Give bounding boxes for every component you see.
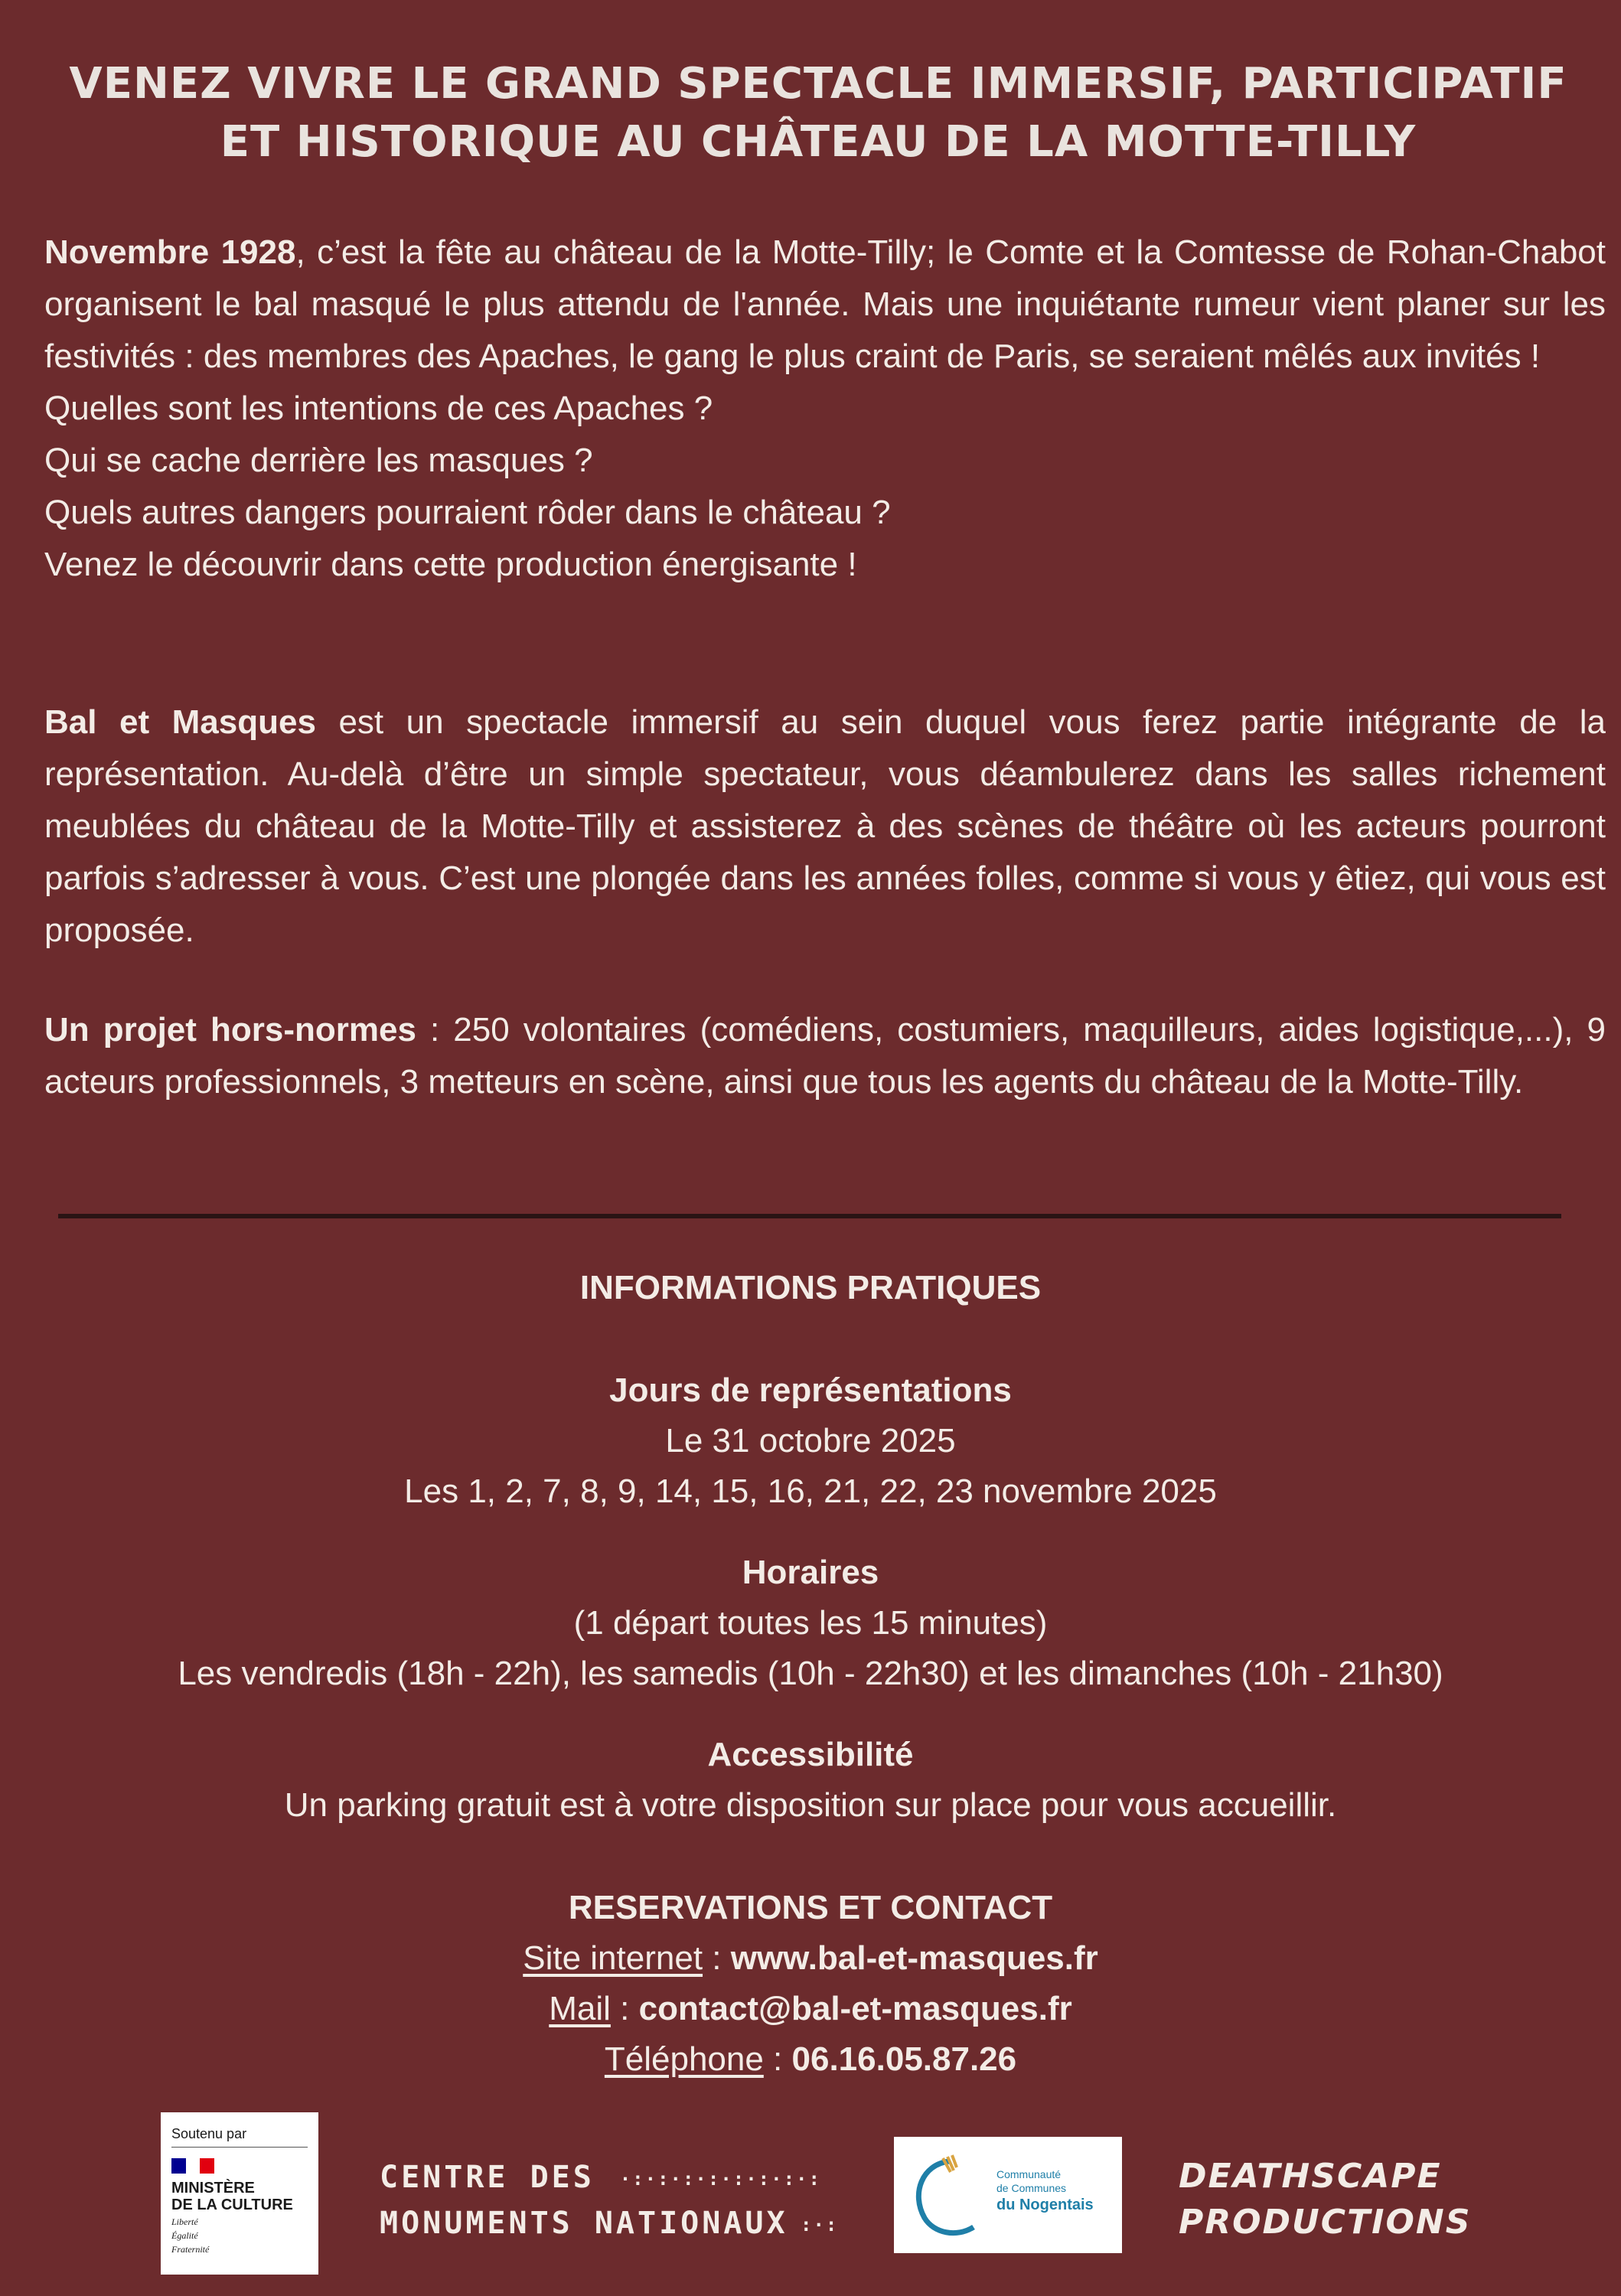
nogentais-emblem-icon <box>903 2148 995 2242</box>
nogentais-text <box>996 2167 1094 2215</box>
info-title: INFORMATIONS PRATIQUES <box>579 1269 1042 1306</box>
ministry-name-line-1: MINISTÈRE <box>171 2180 255 2197</box>
partner-logos <box>0 2112 1621 2277</box>
cmn-dots-icon: ·:·:·:·:·:·:·:·: <box>594 2168 821 2190</box>
motto-1: Liberté <box>171 2216 198 2227</box>
days-line-1: Le 31 octobre 2025 <box>665 1422 956 1459</box>
cmn-line-1: CENTRE DES <box>380 2160 595 2195</box>
intro-project <box>44 1004 1606 1108</box>
motto-2: Égalité <box>171 2230 198 2241</box>
accessibility-heading: Accessibilité <box>707 1736 914 1773</box>
phone-label: Téléphone <box>604 2040 764 2078</box>
support-label: Soutenu par <box>171 2126 308 2148</box>
practical-info <box>0 1263 1621 2085</box>
motto-3: Fraternité <box>171 2244 210 2255</box>
hours-heading: Horaires <box>742 1554 879 1591</box>
project-label: Un projet hors-normes <box>44 1011 416 1049</box>
hours-line-1: (1 départ toutes les 15 minutes) <box>573 1604 1048 1642</box>
separator: : <box>703 1939 731 1977</box>
ccn-line-2: de Communes <box>996 2182 1067 2194</box>
story-paragraph <box>44 227 1606 383</box>
website-link[interactable]: www.bal-et-masques.fr <box>730 1939 1098 1977</box>
days-heading: Jours de représentations <box>609 1371 1012 1409</box>
separator: : <box>763 2040 792 2078</box>
contact-phone <box>0 2034 1621 2085</box>
ccn-line-1: Communauté <box>996 2168 1062 2180</box>
project-paragraph <box>44 1004 1606 1108</box>
headline-line-2: ET HISTORIQUE AU CHÂTEAU DE LA MOTTE-TILLY <box>220 117 1417 167</box>
cmn-dots-icon: :·: <box>788 2214 839 2236</box>
mail-label: Mail <box>549 1990 611 2027</box>
story-date: Novembre 1928 <box>44 233 296 271</box>
website-label: Site internet <box>523 1939 703 1977</box>
deathscape-logo <box>1179 2154 1485 2245</box>
contact-title: RESERVATIONS ET CONTACT <box>568 1889 1053 1926</box>
ccn-line-3: du Nogentais <box>996 2197 1094 2213</box>
question-1: Quelles sont les intentions de ces Apaches ? <box>44 390 713 427</box>
cmn-line-2: MONUMENTS NATIONAUX <box>380 2206 788 2241</box>
show-paragraph <box>44 696 1606 957</box>
intro-story <box>44 227 1606 591</box>
question-2: Qui se cache derrière les masques ? <box>44 442 593 479</box>
headline-line-1: VENEZ VIVRE LE GRAND SPECTACLE IMMERSIF, PARTICIPATIF <box>69 59 1567 109</box>
show-name: Bal et Masques <box>44 703 316 741</box>
show-text: est un spectacle immersif au sein duquel vous ferez partie intégrante de la représentation. Au-delà d’être un simple spectateur, vous déambulerez dans les salles richement meublées du château de la Motte-Tilly et assisterez à des scènes de théâtre où les acteurs pourront parfois s’adresser à vous. C’est une plongée dans les années folles, comme si vous y êtiez, qui vous est proposée. <box>44 703 1606 949</box>
section-divider <box>58 1214 1561 1218</box>
hours-line-2: Les vendredis (18h - 22h), les samedis (10h - 22h30) et les dimanches (10h - 21h30) <box>178 1655 1443 1692</box>
headline <box>31 55 1606 171</box>
french-flag-icon <box>171 2158 214 2174</box>
nogentais-logo <box>894 2137 1122 2253</box>
intro-show <box>44 696 1606 957</box>
ministere-culture-logo <box>161 2112 318 2275</box>
days-line-2: Les 1, 2, 7, 8, 9, 14, 15, 16, 21, 22, 23 novembre 2025 <box>404 1473 1217 1510</box>
project-text: : 250 volontaires (comédiens, costumiers, maquilleurs, aides logistique,...), 9 acteurs professionnels, 3 metteurs en scène, ainsi que tous les agents du château de la Motte-Tilly. <box>44 1011 1606 1101</box>
contact-mail <box>0 1984 1621 2034</box>
story-text: , c’est la fête au château de la Motte-Tilly; le Comte et la Comtesse de Rohan-Chabot organisent le bal masqué le plus attendu de l'année. Mais une inquiétante rumeur vient planer sur les festivités : des membres des Apaches, le gang le plus craint de Paris, se seraient mêlés aux invités ! <box>44 233 1606 375</box>
cmn-logo <box>380 2155 839 2247</box>
question-3: Quels autres dangers pourraient rôder dans le château ? <box>44 494 891 531</box>
phone-number[interactable]: 06.16.05.87.26 <box>791 2040 1017 2078</box>
ds-line-2: PRODUCTIONS <box>1179 2203 1472 2242</box>
accessibility-line: Un parking gratuit est à votre disposition sur place pour vous accueillir. <box>284 1786 1337 1824</box>
call-to-action: Venez le découvrir dans cette production énergisante ! <box>44 546 857 583</box>
mail-link[interactable]: contact@bal-et-masques.fr <box>638 1990 1072 2027</box>
contact-website <box>0 1933 1621 1984</box>
ministry-name-line-2: DE LA CULTURE <box>171 2197 293 2213</box>
separator: : <box>610 1990 639 2027</box>
ds-line-1: DEATHSCAPE <box>1179 2157 1442 2196</box>
